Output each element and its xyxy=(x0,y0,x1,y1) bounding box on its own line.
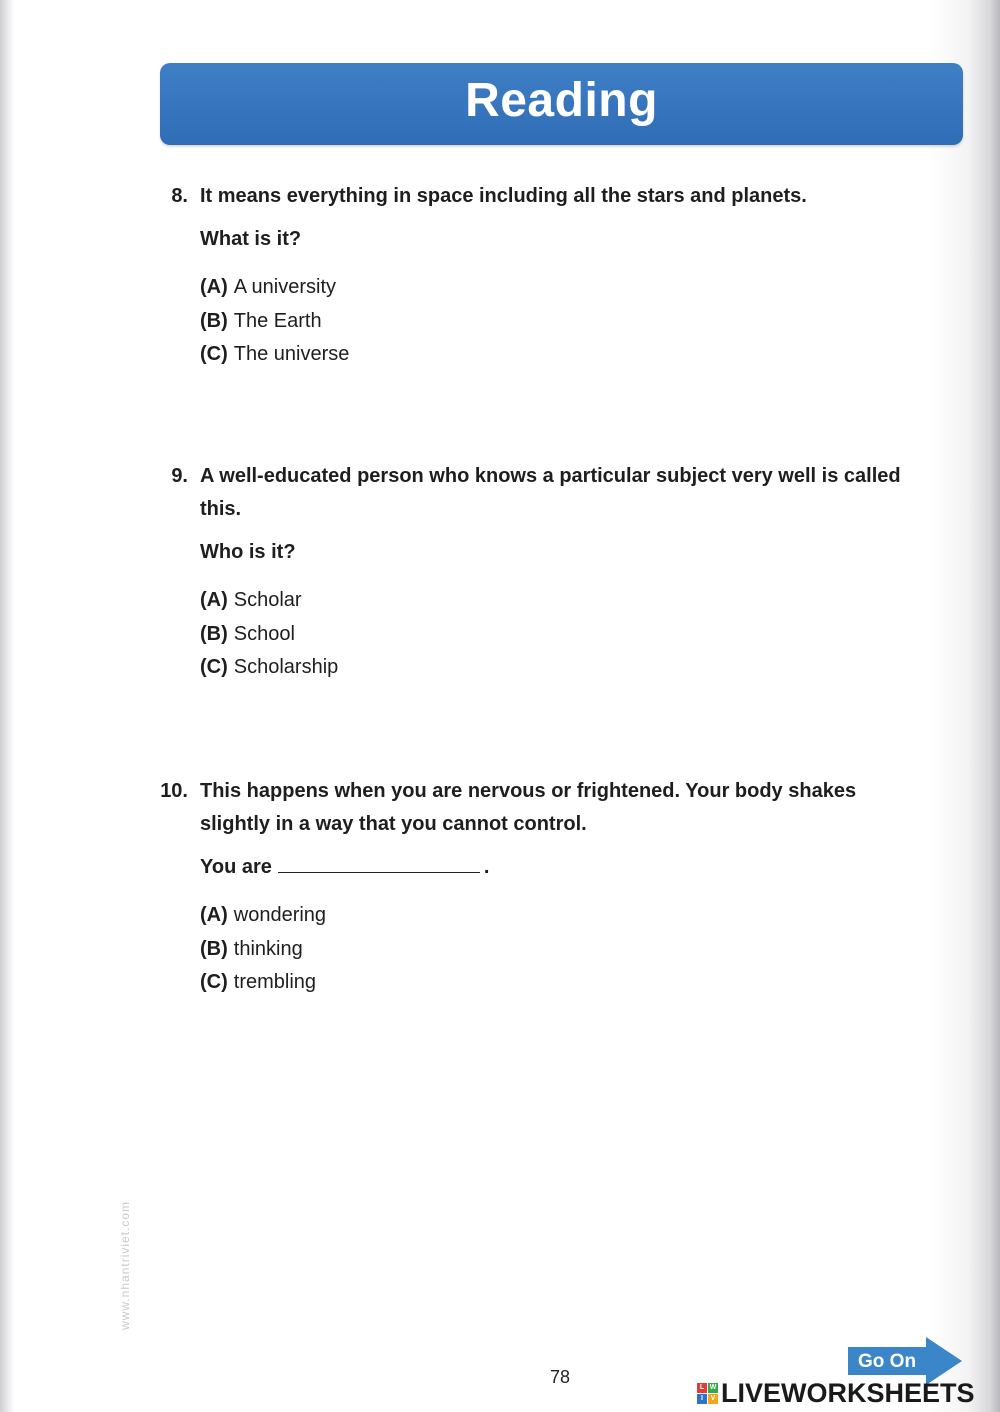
question-number: 8. xyxy=(171,185,188,207)
page-edge-shadow-left xyxy=(0,0,14,1412)
section-title: Reading xyxy=(465,74,658,127)
section-banner xyxy=(160,63,963,145)
page-number: 78 xyxy=(549,1367,571,1387)
option-text: trembling xyxy=(233,971,317,993)
question-8 xyxy=(150,180,930,372)
option-b[interactable] xyxy=(200,933,930,967)
option-letter: (A) xyxy=(200,276,228,298)
option-text: Scholar xyxy=(233,589,302,611)
question-prompt: What is it? xyxy=(200,228,302,250)
option-c[interactable] xyxy=(200,966,930,1000)
question-text: A well-educated person who knows a particular subject very well is called this. xyxy=(200,465,901,520)
question-stem xyxy=(150,460,930,526)
option-text: The universe xyxy=(233,343,350,365)
prompt-tail: . xyxy=(483,856,490,878)
option-text: A university xyxy=(233,276,337,298)
question-text: This happens when you are nervous or frightened. Your body shakes slightly in a way that you cannot control. xyxy=(200,780,857,835)
brand-logo xyxy=(697,1378,997,1408)
option-c[interactable] xyxy=(200,651,930,685)
side-watermark: www.nhantriviet.com xyxy=(118,1200,132,1330)
option-text: Scholarship xyxy=(233,656,339,678)
option-letter: (A) xyxy=(200,904,228,926)
option-letter: (C) xyxy=(200,971,228,993)
page-edge-shadow-right xyxy=(930,0,1000,1412)
question-10 xyxy=(150,775,930,1000)
option-letter: (C) xyxy=(200,656,228,678)
option-a[interactable] xyxy=(200,271,930,305)
question-number: 10. xyxy=(160,780,188,802)
question-prompt xyxy=(200,854,930,880)
answer-options xyxy=(200,271,930,372)
question-number: 9. xyxy=(171,465,188,487)
question-text: It means everything in space including all the stars and planets. xyxy=(200,185,807,207)
answer-options xyxy=(200,584,930,685)
option-text: School xyxy=(233,622,295,645)
question-prompt: Who is it? xyxy=(200,541,296,563)
option-a[interactable] xyxy=(200,899,930,933)
option-b[interactable] xyxy=(200,305,930,339)
option-text: The Earth xyxy=(233,309,322,332)
option-b[interactable] xyxy=(200,618,930,652)
option-text: thinking xyxy=(233,937,303,960)
brand-icon: L W I V xyxy=(697,1383,719,1405)
brand-name: LIVEWORKSHEETS xyxy=(721,1378,975,1408)
option-letter: (A) xyxy=(200,589,228,611)
option-letter: (B) xyxy=(200,622,228,645)
answer-blank[interactable] xyxy=(278,856,480,873)
go-on-label: Go On xyxy=(858,1351,917,1372)
question-9 xyxy=(150,460,930,685)
option-c[interactable] xyxy=(200,338,930,372)
option-letter: (C) xyxy=(200,343,228,365)
question-stem xyxy=(150,180,930,213)
option-a[interactable] xyxy=(200,584,930,618)
question-stem xyxy=(150,775,930,841)
prompt-lead: You are xyxy=(200,856,272,878)
option-letter: (B) xyxy=(200,309,228,332)
option-letter: (B) xyxy=(200,937,228,960)
answer-options xyxy=(200,899,930,1000)
option-text: wondering xyxy=(233,904,327,926)
